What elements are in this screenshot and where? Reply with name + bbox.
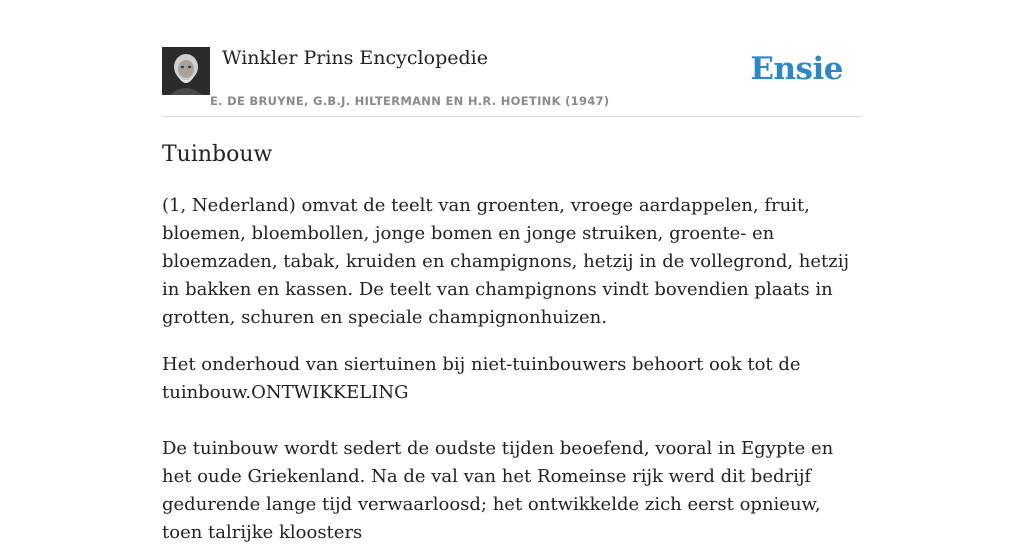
article-paragraph: De tuinbouw wordt sedert de oudste tijden beoefend, vooral in Egypte en het oude Griekenland. Na de val van het Romeinse rijk werd dit bedrijf gedurende lange tijd verwaarloosd; het ontwikkelde zich eerst opnieuw, toen talrijke kloosters — [162, 438, 834, 543]
article-paragraph: Het onderhoud van siertuinen bij niet-tuinbouwers behoort ook tot de tuinbouw.ONTWIKKELING — [162, 354, 801, 403]
site-header — [162, 0, 862, 117]
authors-byline: E. DE BRUYNE, G.B.J. HILTERMANN EN H.R. HOETINK (1947) — [210, 94, 610, 108]
portrait-photo-icon — [162, 47, 210, 95]
site-title[interactable]: Winkler Prins Encyclopedie — [222, 47, 488, 69]
article-paragraph: (1, Nederland) omvat de teelt van groenten, vroege aardappelen, fruit, bloemen, bloembollen, jonge bomen en jonge struiken, groente- en bloemzaden, tabak, kruiden en champignons, hetzij in de vollegrond, hetzij in bakken en kassen. De teelt van champignons vindt bovendien plaats in grotten, schuren en speciale champignonhuizen. — [162, 195, 850, 328]
page-container — [162, 0, 862, 543]
brand-logo-link[interactable]: Ensie — [750, 51, 843, 87]
article-title: Tuinbouw — [162, 142, 273, 167]
author-avatar — [162, 47, 210, 95]
